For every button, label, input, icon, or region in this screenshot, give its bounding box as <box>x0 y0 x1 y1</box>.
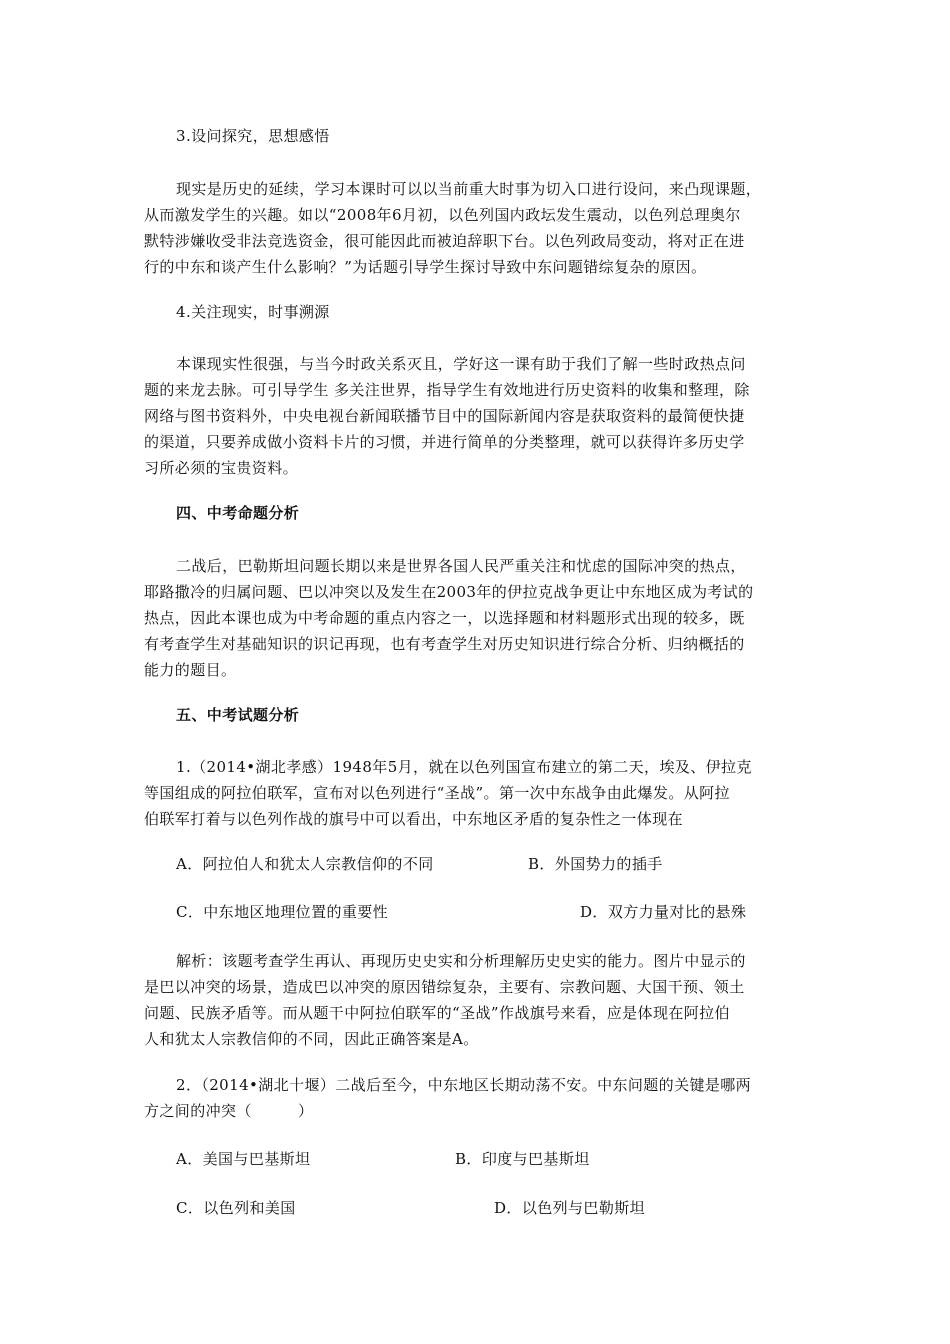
q1-option-c: C．中东地区地理位置的重要性 <box>176 903 389 921</box>
q2-stem-line: 方之间的冲突（ ） <box>144 1102 314 1120</box>
q1-option-d: D．双方力量对比的悬殊 <box>580 903 747 921</box>
q1-analysis-line: 人和犹太人宗教信仰的不同，因此正确答案是A。 <box>144 1030 479 1048</box>
part4-para-line: 热点，因此本课也成为中考命题的重点内容之一，以选择题和材料题形式出现的较多，既 <box>144 609 745 627</box>
section3-para-line: 行的中东和谈产生什么影响？”为话题引导学生探讨导致中东问题错综复杂的原因。 <box>144 258 707 276</box>
part4-para-line: 二战后，巴勒斯坦问题长期以来是世界各国人民严重关注和忧虑的国际冲突的热点， <box>176 557 746 575</box>
q2-option-a: A．美国与巴基斯坦 <box>176 1150 311 1168</box>
q1-stem-line: 等国组成的阿拉伯联军，宣布对以色列进行“圣战”。第一次中东战争由此爆发。从阿拉 <box>144 784 730 802</box>
part4-para-line: 有考查学生对基础知识的识记再现，也有考查学生对历史知识进行综合分析、归纳概括的 <box>144 635 745 653</box>
section4-heading: 4.关注现实，时事溯源 <box>176 303 330 321</box>
section3-heading: 3.设问探究，思想感悟 <box>176 127 330 145</box>
section4-para-line: 网络与图书资料外，中央电视台新闻联播节目中的国际新闻内容是获取资料的最简便快捷 <box>144 407 745 425</box>
q2-option-b: B．印度与巴基斯坦 <box>455 1150 590 1168</box>
q1-analysis-line: 解析：该题考查学生再认、再现历史史实和分析理解历史史实的能力。图片中显示的 <box>176 952 746 970</box>
section3-para-line: 现实是历史的延续，学习本课时可以以当前重大时事为切入口进行设问，来凸现课题， <box>176 180 762 198</box>
q1-stem-line: 1.（2014•湖北孝感）1948年5月，就在以色列国宣布建立的第二天，埃及、伊拉克 <box>176 758 752 776</box>
section4-para-line: 题的来龙去脉。可引导学生 多关注世界，指导学生有效地进行历史资料的收集和整理，除 <box>144 381 750 399</box>
section4-para-line: 的渠道，只要养成做小资料卡片的习惯，并进行简单的分类整理，就可以获得许多历史学 <box>144 433 745 451</box>
q2-option-c: C．以色列和美国 <box>176 1199 296 1217</box>
part5-heading: 五、中考试题分析 <box>176 706 300 724</box>
section3-para-line: 默特涉嫌收受非法竞选资金，很可能因此而被迫辞职下台。以色列政局变动，将对正在进 <box>144 232 745 250</box>
part4-para-line: 能力的题目。 <box>144 661 237 679</box>
q1-analysis-line: 是巴以冲突的场景，造成巴以冲突的原因错综复杂，主要有、宗教问题、大国干预、领土 <box>144 978 745 996</box>
q2-stem-line: 2．（2014•湖北十堰）二战后至今，中东地区长期动荡不安。中东问题的关键是哪两 <box>176 1076 752 1094</box>
q1-option-a: A．阿拉伯人和犹太人宗教信仰的不同 <box>176 855 434 873</box>
q2-option-d: D．以色列与巴勒斯坦 <box>494 1199 646 1217</box>
q1-analysis-line: 问题、民族矛盾等。而从题干中阿拉伯联军的“圣战”作战旗号来看，应是体现在阿拉伯 <box>144 1004 730 1022</box>
q1-option-b: B．外国势力的插手 <box>528 855 663 873</box>
section4-para-line: 习所必须的宝贵资料。 <box>144 459 299 477</box>
section3-para-line: 从而激发学生的兴趣。如以“2008年6月初，以色列国内政坛发生震动，以色列总理奥尔 <box>144 206 741 224</box>
q1-stem-line: 伯联军打着与以色列作战的旗号中可以看出，中东地区矛盾的复杂性之一体现在 <box>144 810 684 828</box>
part4-para-line: 耶路撒冷的归属问题、巴以冲突以及发生在2003年的伊拉克战争更让中东地区成为考试的 <box>144 583 754 601</box>
part4-heading: 四、中考命题分析 <box>176 504 300 522</box>
section4-para-line: 本课现实性很强，与当今时政关系灭且，学好这一课有助于我们了解一些时政热点问 <box>176 355 746 373</box>
